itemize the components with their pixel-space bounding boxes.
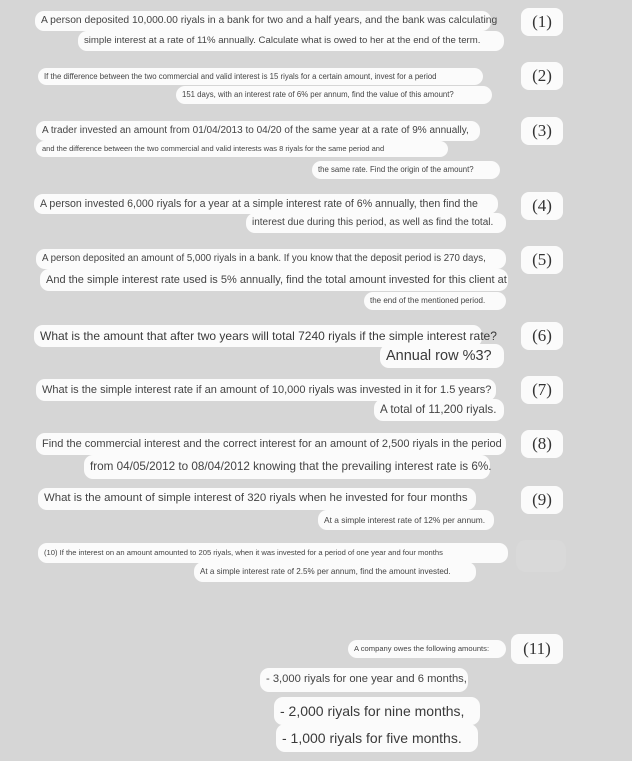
problem-8-line-1: Find the commercial interest and the correct interest for an amount of 2,500 riyals in the period [36,433,506,455]
problem-5-number: (5) [521,246,563,274]
problem-2-line-1: If the difference between the two commercial and valid interest is 15 riyals for a certain amount, invest for a period [38,68,483,85]
problem-3-line-3: the same rate. Find the origin of the amount? [312,161,500,179]
problem-10-line-1: (10) If the interest on an amount amounted to 205 riyals, when it was invested for a period of one year and four months [38,543,508,563]
problem-11-item-1: - 3,000 riyals for one year and 6 months, [260,668,468,692]
problem-5-line-1: A person deposited an amount of 5,000 riyals in a bank. If you know that the deposit period is 270 days, [36,249,506,269]
problem-7-line-2: A total of 11,200 riyals. [374,399,504,421]
problem-4-line-2: interest due during this period, as well as find the total. [246,213,506,233]
problem-7-number: (7) [521,376,563,404]
problem-3-line-2: and the difference between the two commercial and valid interests was 8 riyals for the same period and [36,141,448,157]
problem-8-line-2: from 04/05/2012 to 08/04/2012 knowing that the prevailing interest rate is 6%. [84,455,490,479]
problem-11-item-2: - 2,000 riyals for nine months, [274,697,480,725]
problem-10-number-placeholder [516,540,566,572]
problem-4-number: (4) [521,192,563,220]
problem-5-line-2: And the simple interest rate used is 5% annually, find the total amount invested for this client at [40,269,508,291]
problem-9-number: (9) [521,486,563,514]
problem-8-number: (8) [521,430,563,458]
problem-7-line-1: What is the simple interest rate if an amount of 10,000 riyals was invested in it for 1.5 years? [36,379,496,401]
problem-9-line-2: At a simple interest rate of 12% per annum. [318,510,494,530]
problem-11-intro: A company owes the following amounts: [348,640,506,658]
problem-10-line-2: At a simple interest rate of 2.5% per annum, find the amount invested. [194,562,476,582]
problem-3-number: (3) [521,117,563,145]
problem-2-number: (2) [521,62,563,90]
problem-1-line-2: simple interest at a rate of 11% annually. Calculate what is owed to her at the end of the term. [78,31,504,51]
problem-11-number: (11) [511,634,563,664]
problem-4-line-1: A person invested 6,000 riyals for a year at a simple interest rate of 6% annually, then find the [34,194,498,214]
problem-5-line-3: the end of the mentioned period. [364,292,506,310]
problem-11-item-3: - 1,000 riyals for five months. [276,724,478,752]
problem-6-number: (6) [521,322,563,350]
problem-1-number: (1) [521,8,563,36]
problem-2-line-2: 151 days, with an interest rate of 6% per annum, find the value of this amount? [176,86,492,104]
problem-3-line-1: A trader invested an amount from 01/04/2013 to 04/20 of the same year at a rate of 9% annually, [36,121,480,141]
problem-6-line-1: What is the amount that after two years will total 7240 riyals if the simple interest rate? [34,325,482,347]
problem-9-line-1: What is the amount of simple interest of 320 riyals when he invested for four months [38,488,476,510]
problem-1-line-1: A person deposited 10,000.00 riyals in a bank for two and a half years, and the bank was calculating [35,11,491,31]
problem-6-line-2: Annual row %3? [380,344,504,368]
